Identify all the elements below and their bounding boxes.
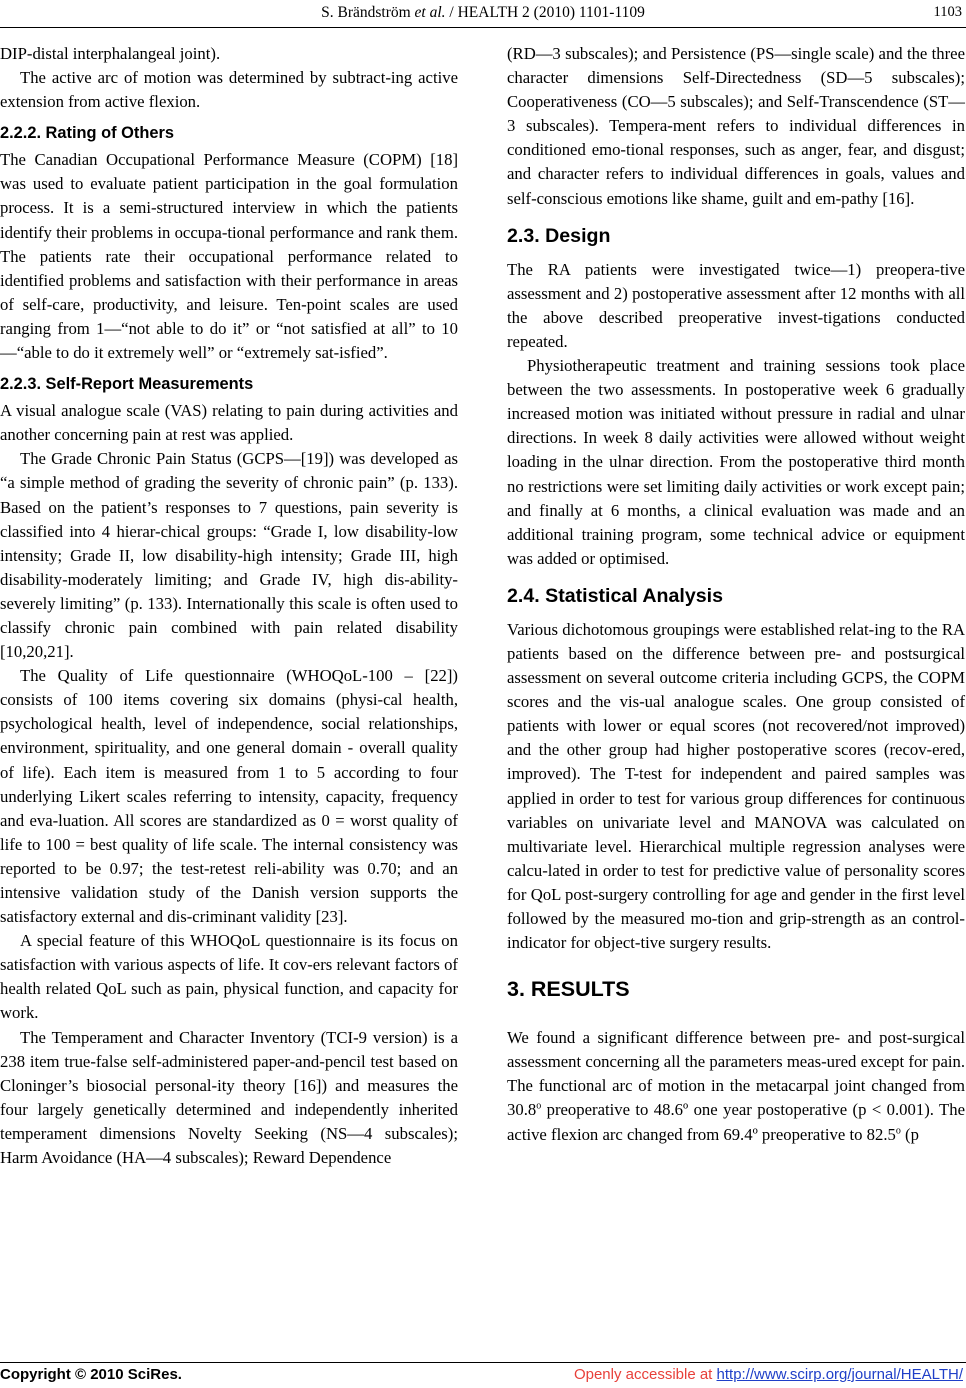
footer-divider	[0, 1362, 966, 1363]
header-author: S. Brändström	[321, 4, 415, 21]
degree-superscript: o	[895, 1125, 901, 1136]
copyright-notice: Copyright © 2010 SciRes.	[0, 1366, 182, 1383]
paragraph: A special feature of this WHOQoL questionnaire is its focus on satisfaction with various aspects of life. It cov-ers relevant factors of health related QoL such as pain, physical function, and capacity for work.	[0, 931, 458, 1023]
paragraph: (RD—3 subscales); and Persistence (PS—single scale) and the three character dimensions Self-Directedness (SD—5 subscales); Cooperativeness (CO—5 subscales); and Self-Transcendence (ST—3 subscales). Tempera-ment refers to individual differences in conditioned emo-tional responses, such as anger, fear, and disgust; and character refers to individual differences in goals, values and self-conscious emotions like shame, guilt and em-pathy [16].	[507, 44, 965, 208]
left-column	[0, 42, 458, 1170]
text-run: (p	[900, 1124, 919, 1144]
text-run: We found a significant difference between pre- and post-surgical assessment concerning all the parameters meas-ured except for pain. The functional arc of motion in the metacarpal joint changed from 30.8	[507, 1028, 965, 1120]
right-column	[507, 42, 965, 1147]
paragraph: The Canadian Occupational Performance Measure (COPM) [18] was used to evaluate patient participation in the goal formulation process. It is a semi-structured interview in which the patients identify their problems in occupa-tional performance and rank them. The patients rate their occupational performance related to identified problems and satisfaction with their performance in areas of self-care, productivity, and leisure. Ten-point scales are used ranging from 1—“not able to do it” or “not satisfied at all” to 10—“able to do it extremely well” or “extremely sat-isfied”.	[0, 150, 458, 363]
paragraph: The Grade Chronic Pain Status (GCPS—[19]) was developed as “a simple method of grading the severity of chronic pain” (p. 133). Based on the patient’s responses to 7 questions, pain severity is classified into 4 hierar-chical groups: “Grade I, low disability-low intensity; Grade II, low disability-high intensity; Grade III, high disability-moderately limiting; and Grade IV, high dis-ability-severely limiting” (p. 133). Internationally this scale is often used to classify chronic pain combined with pain related disability [10,20,21].	[0, 449, 458, 662]
paragraph: DIP-distal interphalangeal joint).	[0, 44, 221, 63]
section-heading-results: 3. RESULTS	[507, 977, 630, 1002]
running-header	[0, 4, 966, 24]
paragraph: The RA patients were investigated twice—1) preopera-tive assessment and 2) postoperative assessment after 12 months with all the above described preoperative invest-tigations conducted repeated.	[507, 259, 965, 351]
journal-url-link[interactable]: http://www.scirp.org/journal/HEALTH/	[716, 1366, 963, 1383]
paragraph: The Temperament and Character Inventory (TCI-9 version) is a 238 item true-false self-administered paper-and-pencil test based on Cloninger’s biosocial personal-ity theory [16]) and measures the four largely genetically determined and independently inherited temperament dimensions Novelty Seeking (NS—4 subscales); Harm Avoidance (HA—4 subscales); Reward Dependence	[0, 1027, 458, 1168]
paragraph: The active arc of motion was determined by subtract-ing active extension from active flexion.	[0, 68, 458, 112]
header-journal: / HEALTH 2 (2010) 1101-1109	[445, 4, 645, 21]
section-heading-design: 2.3. Design	[507, 224, 611, 247]
text-run: preoperative to 48.6º one year postoperative (p < 0.001). The active flexion arc changed from 69.4º preoperative to 82.5	[507, 1100, 965, 1144]
page-footer	[0, 1366, 966, 1386]
open-access-notice	[574, 1366, 963, 1383]
paragraph: Physiotherapeutic treatment and training sessions took place between the two assessments. In postoperative week 6 gradually increased motion was initiated without pressure in radial and ulnar directions. In week 8 daily activities were allowed without weight loading in the ulnar direction. From the postoperative third month no restrictions were set limiting daily activities or work except pain; and finally at 6 months, a clinical evaluation was made and an additional training program, some technical advice or equipment was added or optimised.	[507, 356, 965, 568]
section-heading-self-report: 2.2.3. Self-Report Measurements	[0, 375, 254, 394]
paragraph-results	[507, 1026, 965, 1146]
section-heading-rating-of-others: 2.2.2. Rating of Others	[0, 124, 174, 143]
header-et-al: et al.	[414, 4, 446, 21]
paragraph: A visual analogue scale (VAS) relating to pain during activities and another concerning pain at rest was applied.	[0, 401, 458, 445]
paragraph: The Quality of Life questionnaire (WHOQoL-100 – [22]) consists of 100 items covering six domains (physi-cal health, psychological health, level of independence, social relationships, environment, spirituality, and one general domain - overall quality of life). Each item is measured from 1 to 5 according to four underlying Likert scales referring to intensity, capacity, frequency and eva-luation. All scores are standardized as 0 = worst quality of life to 100 = best quality of life scale. The internal consistency was reported to be 0.97; the test-retest reli-ability was 0.70; and an intensive validation study of the Danish version supports the satisfactory external and dis-criminant validity [23].	[0, 666, 458, 927]
page-number: 1103	[933, 4, 962, 20]
paragraph: Various dichotomous groupings were established relat-ing to the RA patients based on the difference between pre- and postsurgical assessment on several outcome criteria including GCPS, the COPM scores and the vis-ual analogue scales. One group consisted of patients with lower or equal scores (not recovered/not improved) and the other group had higher postoperative scores (recov-ered, improved). The T-test for independent and paired samples was applied in order to test for various group differences for continuous variables on univariate level and MANOVA was calculated on multivariate level. Hierarchical multiple regression analyses were calcu-lated in order to test for predictive value of personality scores for QoL post-surgery controlling for age and gender in the first level followed by the measured mo-tion and grip-strength as an control-indicator for object-tive surgery results.	[507, 619, 965, 953]
open-access-label: Openly accessible at	[573, 1366, 717, 1383]
section-heading-statistical-analysis: 2.4. Statistical Analysis	[507, 584, 723, 607]
degree-superscript: o	[536, 1100, 542, 1112]
journal-citation	[0, 4, 966, 22]
header-divider	[0, 27, 966, 28]
